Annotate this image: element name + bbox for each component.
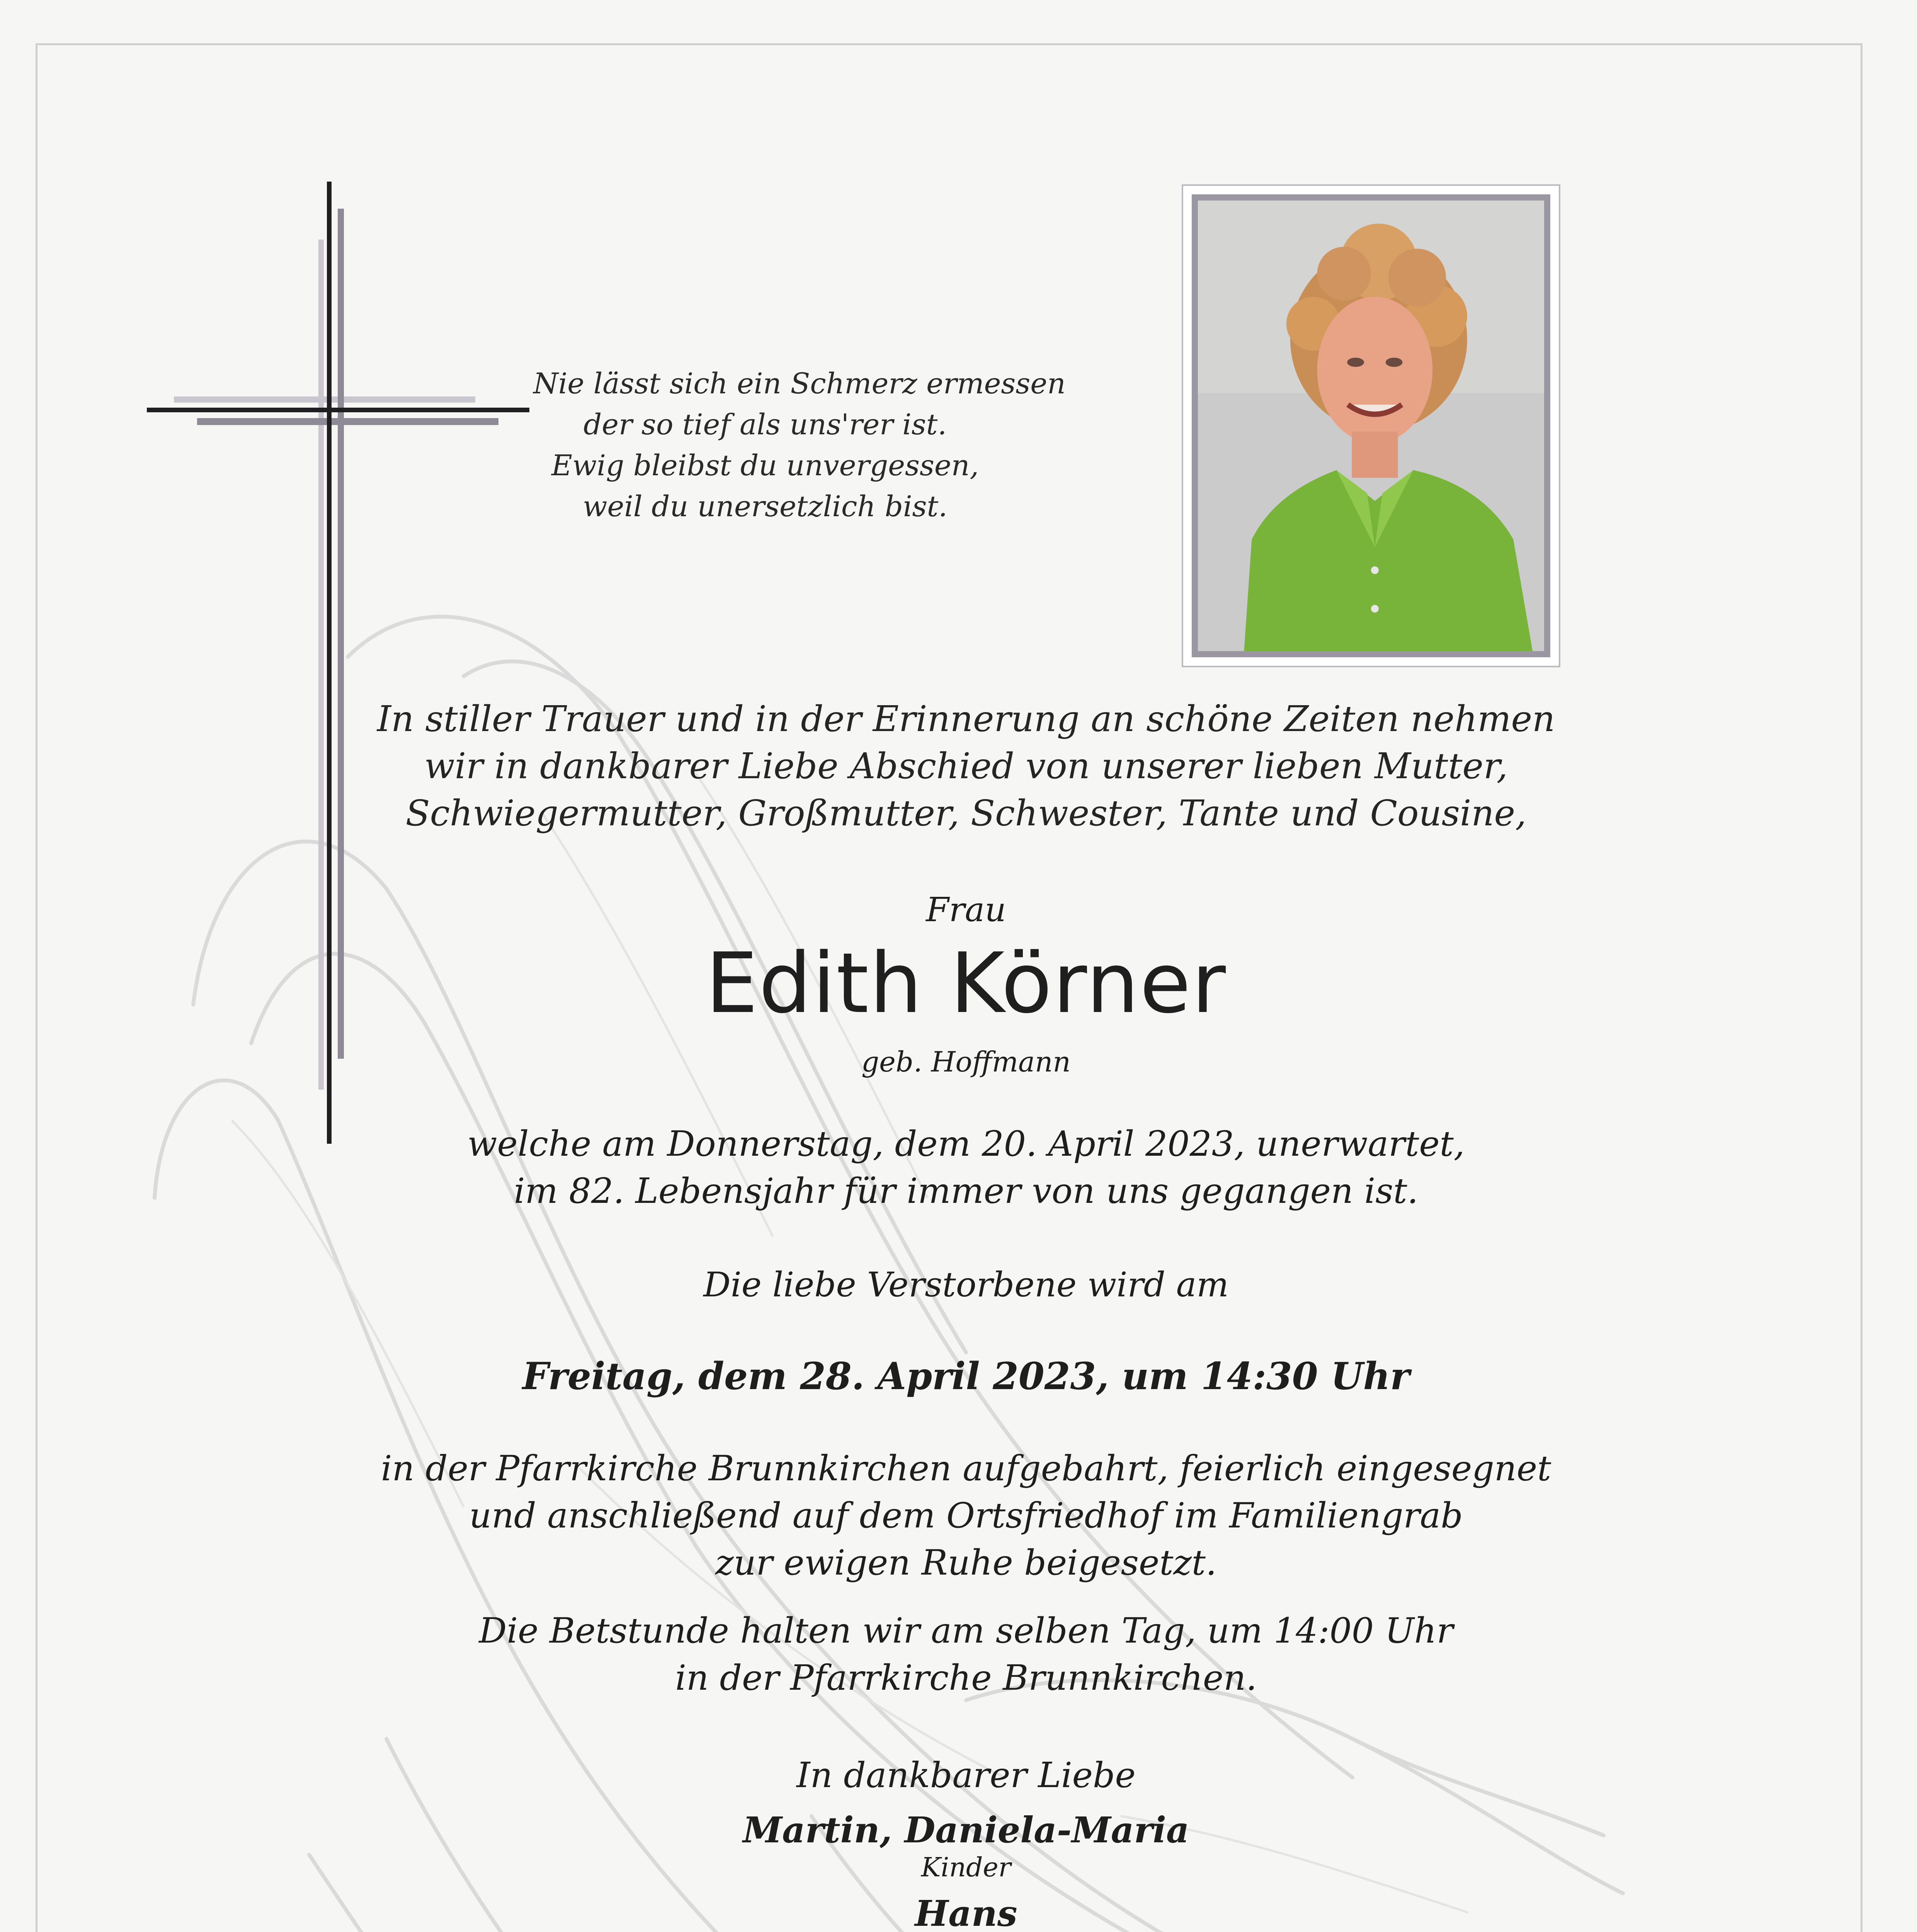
poem-line: Nie lässt sich ein Schmerz ermessen [533, 367, 1066, 400]
intro-line: wir in dankbarer Liebe Abschied von unserer lieben Mutter, [424, 745, 1508, 787]
death-line: welche am Donnerstag, dem 20. April 2023, unerwartet, [467, 1124, 1465, 1164]
intro-line: Schwiegermutter, Großmutter, Schwester, Tante und Cousine, [405, 793, 1527, 834]
deceased-name: Edith Körner [705, 935, 1227, 1032]
funeral-date: Freitag, dem 28. April 2023, um 14:30 Uhr [522, 1354, 1410, 1398]
death-notice [232, 1121, 1700, 1215]
prayer-text [232, 1607, 1700, 1702]
mourner-names: Martin, Daniela-Maria [743, 1809, 1189, 1851]
poem-line: Ewig bleibst du unvergessen, [551, 449, 979, 482]
ceremony-line: und anschließend auf dem Ortsfriedhof im Familiengrab [469, 1495, 1463, 1536]
intro-text [232, 696, 1700, 837]
mourner-names: Hans [915, 1893, 1017, 1932]
prayer-line: in der Pfarrkirche Brunnkirchen. [675, 1658, 1257, 1698]
poem-line: weil du unersetzlich bist. [583, 490, 947, 523]
mourner-role: Kinder [921, 1852, 1011, 1883]
closing-phrase: In dankbarer Liebe [796, 1755, 1136, 1796]
portrait-photo [1198, 201, 1544, 651]
intro-line: In stiller Trauer und in der Erinnerung an schöne Zeiten nehmen [377, 698, 1555, 740]
salutation: Frau [926, 891, 1006, 929]
ceremony-line: zur ewigen Ruhe beigesetzt. [715, 1543, 1217, 1583]
ceremony-line: in der Pfarrkirche Brunnkirchen aufgebahrt, feierlich eingesegnet [381, 1448, 1551, 1489]
mourners-list [232, 1750, 1700, 1932]
memorial-poem [533, 363, 1066, 527]
poem-line: der so tief als uns'rer ist. [583, 408, 947, 441]
funeral-announce: Die liebe Verstorbene wird am [703, 1265, 1229, 1304]
prayer-line: Die Betstunde halten wir am selben Tag, um 14:00 Uhr [479, 1611, 1453, 1651]
photo-mat [1192, 194, 1550, 657]
portrait-photo-frame [1182, 184, 1560, 667]
death-line: im 82. Lebensjahr für immer von uns gegangen ist. [514, 1171, 1419, 1211]
ceremony-text [232, 1445, 1700, 1587]
maiden-name: geb. Hoffmann [861, 1046, 1071, 1078]
